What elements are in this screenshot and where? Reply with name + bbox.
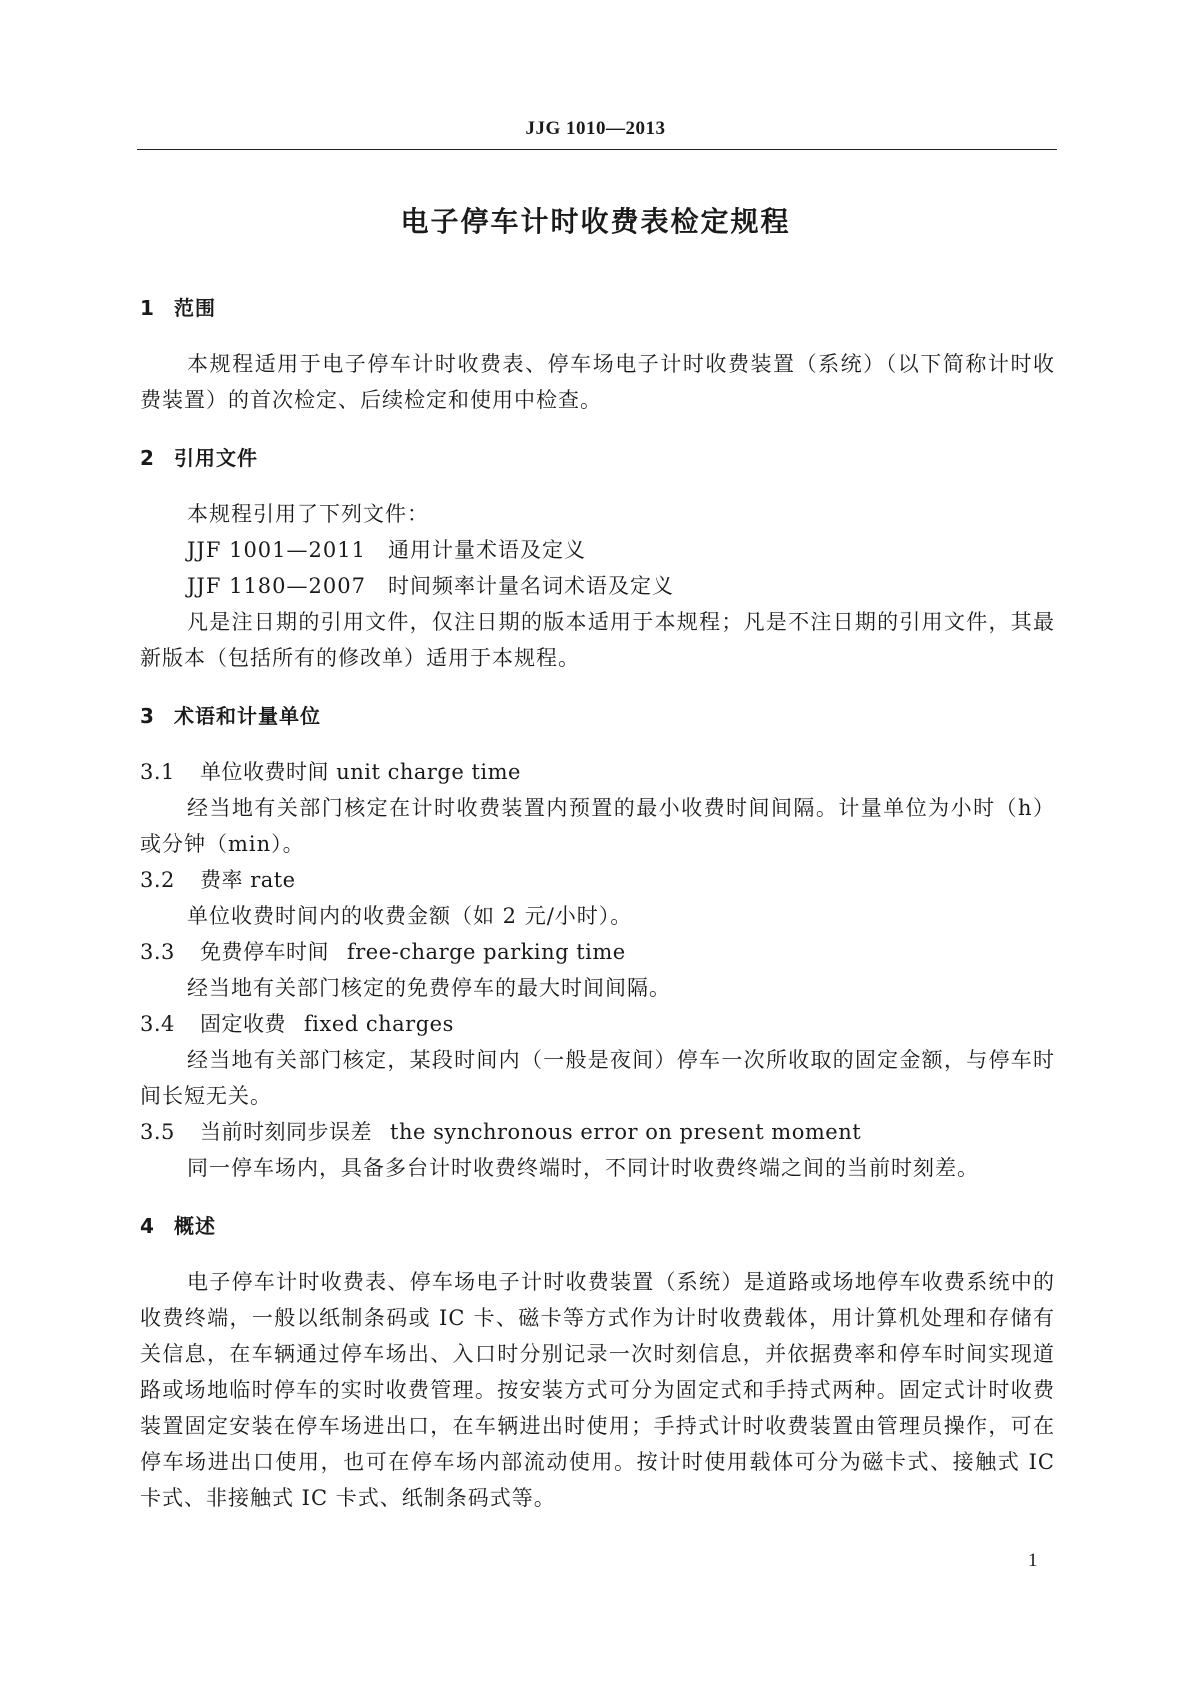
term-cn: 当前时刻同步误差 <box>200 1120 372 1144</box>
section-title: 引用文件 <box>174 446 258 470</box>
section-3-heading <box>140 698 1055 734</box>
term-en: rate <box>250 868 296 892</box>
term-cn: 单位收费时间 <box>200 760 329 784</box>
term-3-2 <box>140 862 1055 898</box>
section-4-heading <box>140 1208 1055 1244</box>
term-number: 3.3 <box>140 940 175 964</box>
term-number: 3.4 <box>140 1012 175 1036</box>
term-cn: 费率 <box>200 868 243 892</box>
term-definition: 经当地有关部门核定的免费停车的最大时间间隔。 <box>187 976 671 1000</box>
term-en: fixed charges <box>304 1012 454 1036</box>
term-cn: 免费停车时间 <box>200 940 329 964</box>
term-3-4 <box>140 1006 1055 1042</box>
term-definition: 经当地有关部门核定在计时收费装置内预置的最小收费时间间隔。计量单位为小时（h）或分钟（min）。 <box>140 796 1055 856</box>
reference-item: JJF 1001—2011 通用计量术语及定义 <box>187 538 586 562</box>
term-definition: 单位收费时间内的收费金额（如 2 元/小时）。 <box>187 904 633 928</box>
section-4-paragraph: 电子停车计时收费表、停车场电子计时收费装置（系统）是道路或场地停车收费系统中的收费终端，一般以纸制条码或 IC 卡、磁卡等方式作为计时收费载体，用计算机处理和存储有关信息，在车辆通过停车场出、入口时分别记录一次时刻信息，并依据费率和停车时间实现道路或场地临时停车的实时收费管理。按安装方式可分为固定式和手持式两种。固定式计时收费装置固定安装在停车场进出口，在车辆进出时使用；手持式计时收费装置由管理员操作，可在停车场进出口使用，也可在停车场内部流动使用。按计时使用载体可分为磁卡式、接触式 IC 卡式、非接触式 IC 卡式、纸制条码式等。 <box>140 1270 1055 1510</box>
section-title: 概述 <box>174 1214 216 1238</box>
term-number: 3.5 <box>140 1120 175 1144</box>
section-number: 3 <box>140 704 155 728</box>
term-en: unit charge time <box>336 760 521 784</box>
page-number: 1 <box>1028 1550 1038 1571</box>
header-divider <box>137 149 1057 150</box>
section-1-paragraph: 本规程适用于电子停车计时收费表、停车场电子计时收费装置（系统）（以下简称计时收费装置）的首次检定、后续检定和使用中检查。 <box>140 352 1055 412</box>
term-3-5 <box>140 1114 1055 1150</box>
term-number: 3.2 <box>140 868 175 892</box>
term-3-3 <box>140 934 1055 970</box>
section-number: 1 <box>140 296 155 320</box>
term-3-1 <box>140 754 1055 790</box>
references-note: 凡是注日期的引用文件，仅注日期的版本适用于本规程；凡是不注日期的引用文件，其最新版本（包括所有的修改单）适用于本规程。 <box>140 610 1055 670</box>
document-body <box>140 290 1055 1516</box>
term-en: the synchronous error on present moment <box>390 1120 862 1144</box>
document-title: 电子停车计时收费表检定规程 <box>400 205 791 238</box>
standard-code-header: JJG 1010—2013 <box>525 118 666 139</box>
term-definition: 同一停车场内，具备多台计时收费终端时，不同计时收费终端之间的当前时刻差。 <box>187 1156 979 1180</box>
section-title: 术语和计量单位 <box>174 704 321 728</box>
section-2-heading <box>140 440 1055 476</box>
section-title: 范围 <box>174 296 216 320</box>
term-number: 3.1 <box>140 760 175 784</box>
reference-item: JJF 1180—2007 时间频率计量名词术语及定义 <box>187 574 674 598</box>
references-intro: 本规程引用了下列文件： <box>187 502 429 526</box>
term-definition: 经当地有关部门核定，某段时间内（一般是夜间）停车一次所收取的固定金额，与停车时间长短无关。 <box>140 1048 1055 1108</box>
section-1-heading <box>140 290 1055 326</box>
term-en: free-charge parking time <box>347 940 626 964</box>
section-number: 2 <box>140 446 155 470</box>
term-cn: 固定收费 <box>200 1012 286 1036</box>
section-number: 4 <box>140 1214 155 1238</box>
